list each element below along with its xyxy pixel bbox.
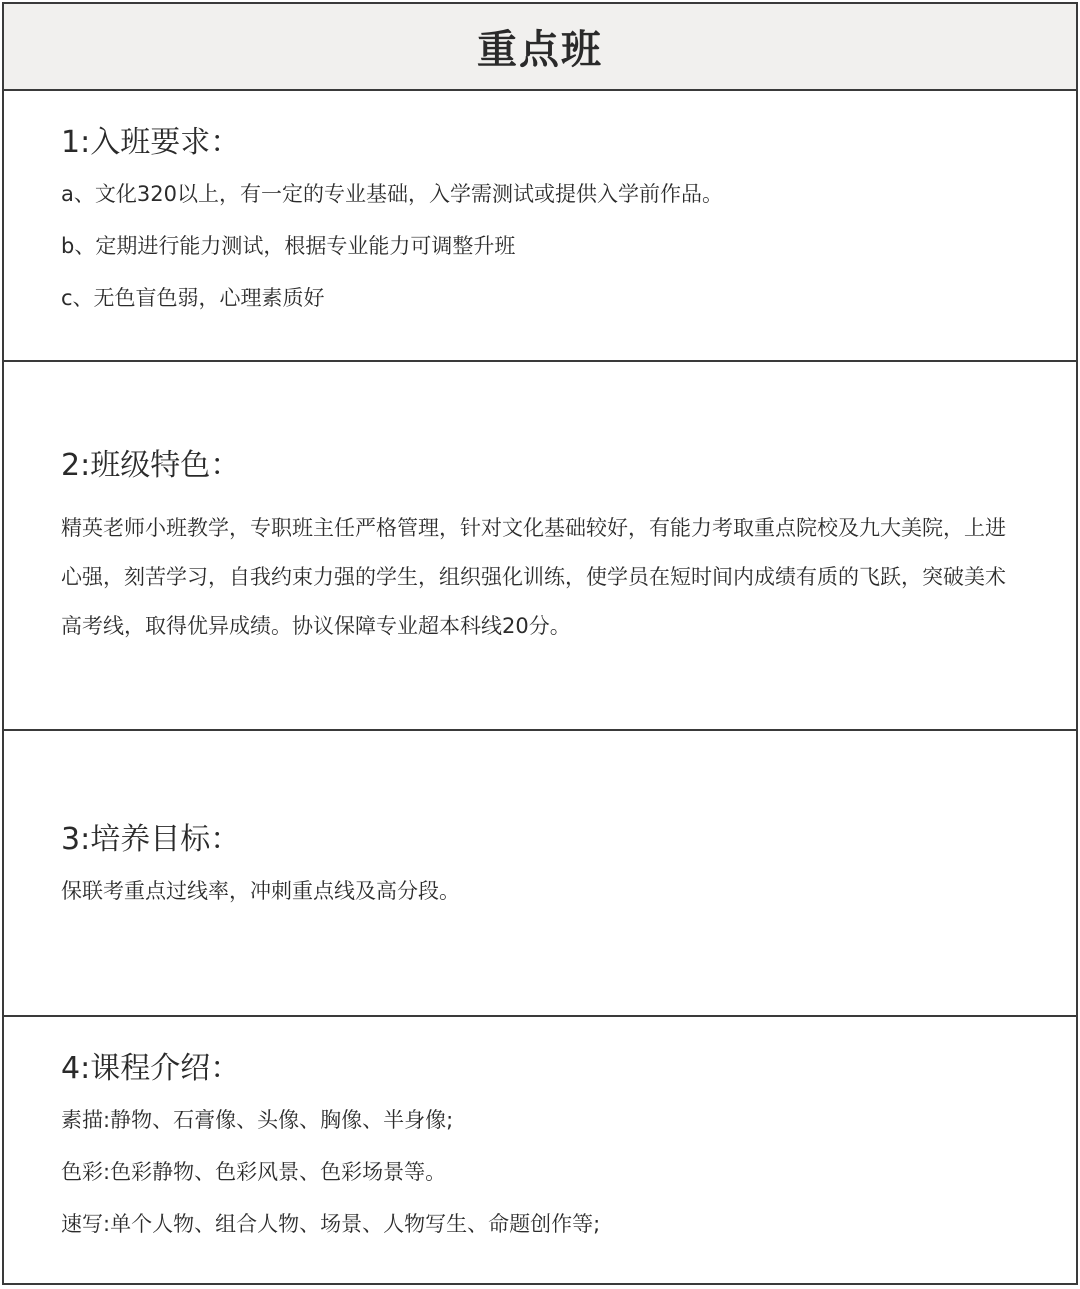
requirement-item: c、无色盲色弱，心理素质好 — [61, 286, 325, 310]
course-item: 色彩:色彩静物、色彩风景、色彩场景等。 — [61, 1160, 447, 1184]
course-item: 速写:单个人物、组合人物、场景、人物写生、命题创作等; — [61, 1212, 601, 1236]
requirement-item: b、定期进行能力测试，根据专业能力可调整升班 — [61, 234, 516, 258]
section-course-introduction — [4, 1017, 1076, 1285]
section-heading: 3:培养目标： — [61, 822, 241, 857]
goal-text: 保联考重点过线率，冲刺重点线及高分段。 — [61, 879, 460, 903]
features-paragraph: 精英老师小班教学，专职班主任严格管理，针对文化基础较好，有能力考取重点院校及九大美院，上进心强，刻苦学习，自我约束力强的学生，组织强化训练，使学员在短时间内成绩有质的飞跃，突破美术高考线，取得优异成绩。协议保障专业超本科线20分。 — [61, 516, 1006, 638]
requirement-item: a、文化320以上，有一定的专业基础，入学需测试或提供入学前作品。 — [61, 182, 723, 206]
section-heading: 2:班级特色： — [61, 448, 241, 483]
section-class-features — [4, 362, 1076, 731]
section-heading: 4:课程介绍： — [61, 1051, 241, 1086]
section-admission-requirements — [4, 91, 1076, 362]
title-bar — [4, 4, 1076, 91]
section-heading: 1:入班要求： — [61, 125, 241, 160]
document-frame — [2, 2, 1078, 1285]
section-training-goals — [4, 731, 1076, 1017]
course-item: 素描:静物、石膏像、头像、胸像、半身像; — [61, 1108, 454, 1132]
page-title: 重点班 — [477, 26, 603, 73]
